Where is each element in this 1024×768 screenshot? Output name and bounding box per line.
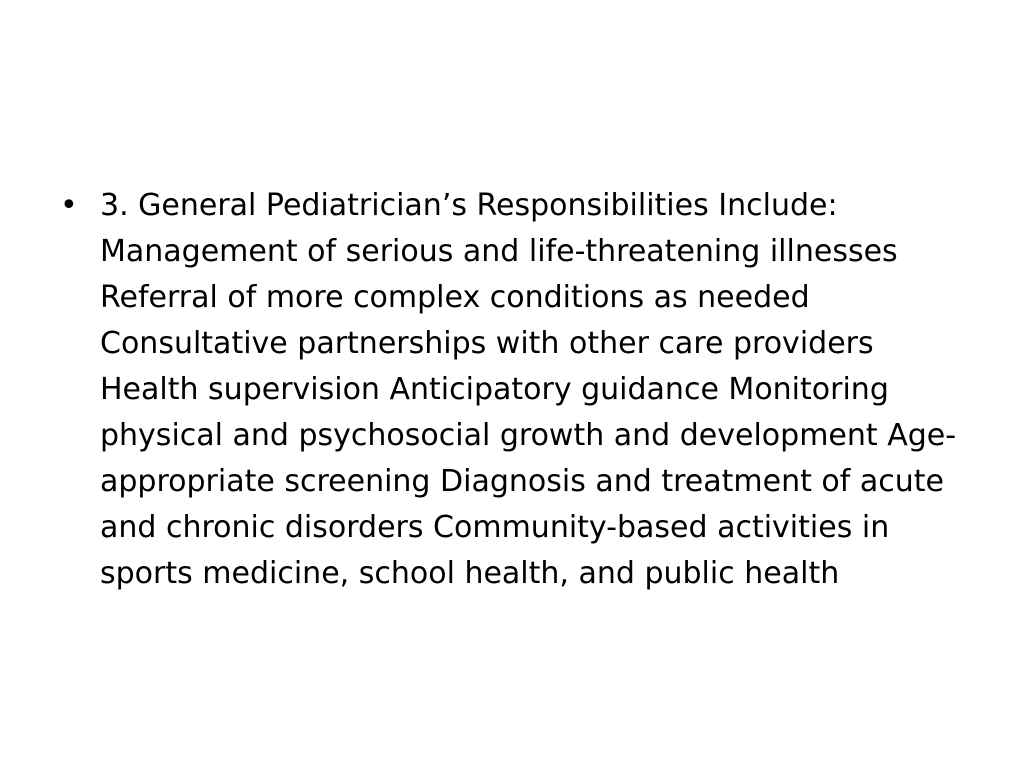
- bullet-item: [60, 183, 965, 597]
- bullet-icon: •: [60, 188, 78, 223]
- slide-content: [60, 183, 965, 597]
- bullet-text: 3. General Pediatrician’s Responsibilities Include: Management of serious and life-threatening illnesses Referral of more complex conditions as needed Consultative partnerships with other care providers Health supervision Anticipatory guidance Monitoring physical and psychosocial growth and development Age-appropriate screening Diagnosis and treatment of acute and chronic disorders Community-based activities in sports medicine, school health, and public health: [100, 188, 957, 591]
